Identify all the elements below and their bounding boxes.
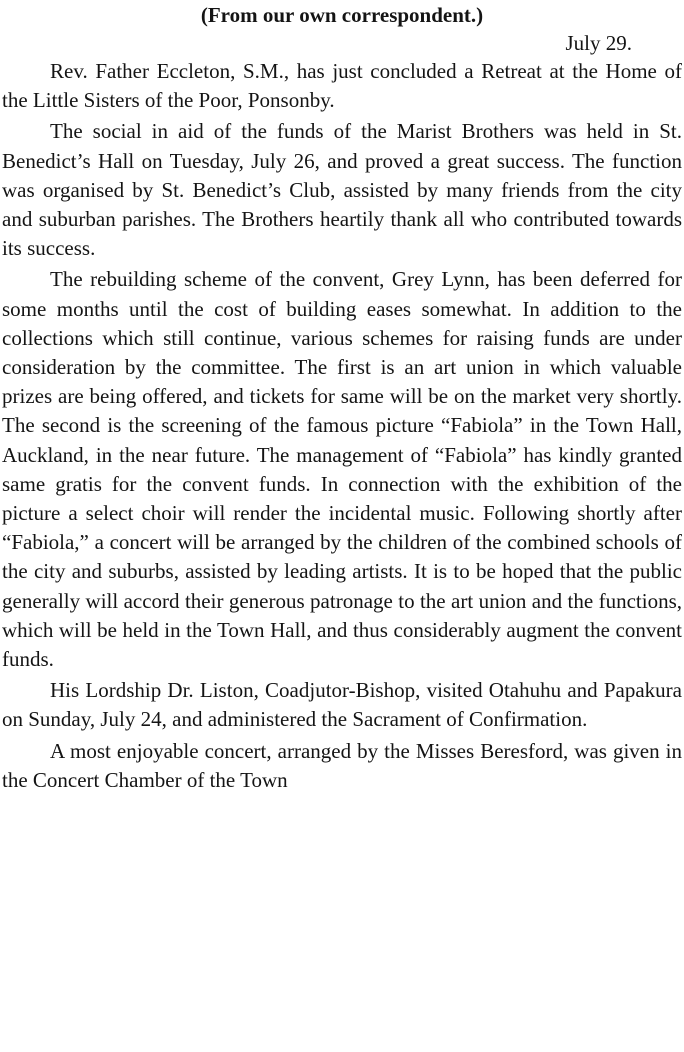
paragraph-convent-rebuilding: The rebuilding scheme of the convent, Grey Lynn, has been deferred for some months until the cost of building eases somewhat. In addition to the collections which still continue, various schemes for raising funds are under consideration by the committee. The first is an art union in which valuable prizes are being offered, and tickets for same will be on the market very shortly. The second is the screening of the famous picture “Fabiola” in the Town Hall, Auckland, in the near future. The management of “Fabiola” has kindly granted same gratis for the convent funds. In connection with the exhibition of the picture a select choir will render the incidental music. Following shortly after “Fabiola,” a concert will be arranged by the children of the combined schools of the city and suburbs, assisted by leading artists. It is to be hoped that the public generally will accord their generous patronage to the art union and the functions, which will be held in the Town Hall, and thus considerably augment the convent funds. [2,267,682,672]
date: July 29. [565,31,632,55]
paragraph-retreat: Rev. Father Eccleton, S.M., has just concluded a Retreat at the Home of the Little Sisters of the Poor, Ponsonby. [2,59,682,113]
paragraph-confirmation: His Lordship Dr. Liston, Coadjutor-Bishop, visited Otahuhu and Papakura on Sunday, July 24, and administered the Sacrament of Confirmation. [2,678,682,732]
paragraph-concert: A most enjoyable concert, arranged by the Misses Beresford, was given in the Concert Chamber of the Town [2,738,682,792]
paragraph-marist-social: The social in aid of the funds of the Marist Brothers was held in St. Benedict’s Hall on Tuesday, July 26, and proved a great success. The function was organised by St. Benedict’s Club, assisted by many friends from the city and suburban parishes. The Brothers heartily thank all who contributed towards its success. [2,119,682,261]
dateline: (From our own correspondent.) [200,3,484,27]
